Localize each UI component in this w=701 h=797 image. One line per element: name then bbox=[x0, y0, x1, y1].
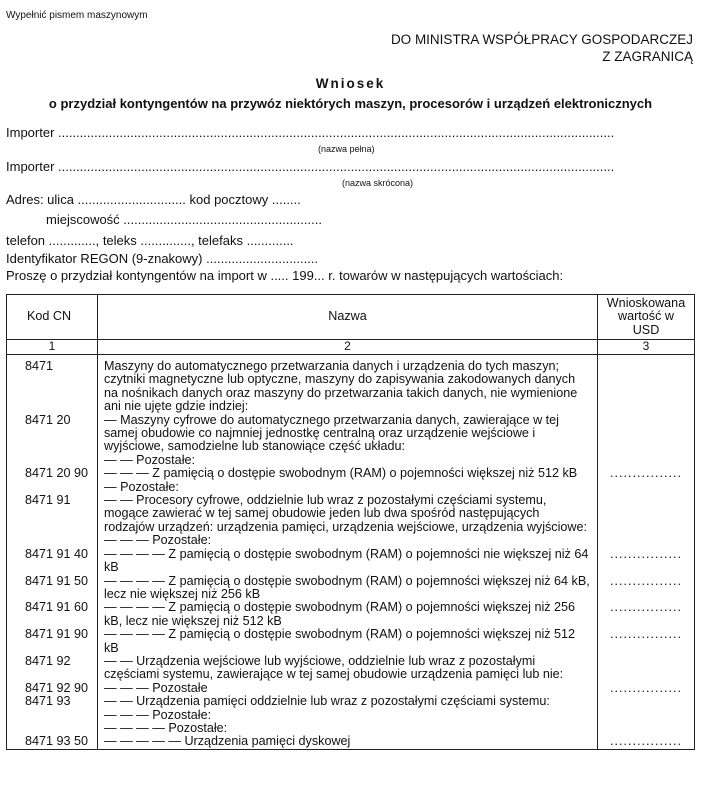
row-code: 8471 92 90 bbox=[7, 682, 98, 695]
row-name: — — — — Z pamięcią o dostępie swobodnym (RAM) o pojemności większej niż 512 kB bbox=[98, 628, 598, 655]
row-code: 8471 20 90 bbox=[7, 467, 98, 480]
importer-short-caption: (nazwa skrócona) bbox=[342, 178, 414, 188]
row-code: 8471 93 50 bbox=[7, 735, 98, 749]
row-value[interactable]: ................ bbox=[598, 467, 695, 480]
row-code bbox=[7, 534, 98, 547]
row-value bbox=[598, 454, 695, 467]
header-value: Wnioskowana wartość w USD bbox=[598, 295, 695, 340]
row-value bbox=[598, 655, 695, 682]
row-code: 8471 91 bbox=[7, 494, 98, 534]
row-value bbox=[598, 709, 695, 722]
row-value[interactable]: ................ bbox=[598, 548, 695, 575]
table-row bbox=[7, 494, 695, 534]
table-row bbox=[7, 481, 695, 494]
row-value[interactable]: ................ bbox=[598, 601, 695, 628]
header-name: Nazwa bbox=[98, 295, 598, 340]
row-name: — — — Z pamięcią o dostępie swobodnym (RAM) o pojemności większej niż 512 kB bbox=[98, 467, 598, 480]
table-row bbox=[7, 414, 695, 454]
address-field[interactable]: Adres: ulica .............................. kod pocztowy ........ bbox=[6, 192, 301, 207]
addressee-line-2: Z ZAGRANICĄ bbox=[602, 49, 693, 64]
row-value[interactable]: ................ bbox=[598, 628, 695, 655]
contact-field[interactable]: telefon ............., teleks .............., telefaks ............. bbox=[6, 233, 294, 248]
row-name: — — Pozostałe: bbox=[98, 454, 598, 467]
row-name: — — — Pozostałe: bbox=[98, 534, 598, 547]
row-name: — — — — Pozostałe: bbox=[98, 722, 598, 735]
row-name: — — — — Z pamięcią o dostępie swobodnym (RAM) o pojemności nie większej niż 64 kB bbox=[98, 548, 598, 575]
row-name: — — — — Z pamięcią o dostępie swobodnym (RAM) o pojemności większej niż 64 kB, lecz nie większej niż 256 kB bbox=[98, 575, 598, 602]
row-name: — — — Pozostałe: bbox=[98, 709, 598, 722]
row-name: — — Procesory cyfrowe, oddzielnie lub wraz z pozostałymi częściami systemu, mogące zawierać w tej samej obudowie jeden lub dwa spośród następujących rodzajów urządzeń: urządzenia pamięci, urządzenia wejściowe, urządzenia wyjściowe: bbox=[98, 494, 598, 534]
row-code: 8471 20 bbox=[7, 414, 98, 454]
city-field[interactable]: miejscowość ....................................................... bbox=[46, 212, 322, 227]
goods-table bbox=[6, 294, 695, 750]
row-name: Maszyny do automatycznego przetwarzania danych i urządzenia do tych maszyn; czytniki magnetyczne lub optyczne, maszyny do zapisywania zakodowanych danych na nośnikach danych oraz maszyny do przetwarzania takich danych, nie wymienione ani nie ujęte gdzie indziej: bbox=[98, 360, 598, 414]
row-code: 8471 92 bbox=[7, 655, 98, 682]
row-value bbox=[598, 695, 695, 708]
form-title: Wniosek bbox=[315, 76, 386, 91]
table-row bbox=[7, 467, 695, 480]
table-row bbox=[7, 695, 695, 708]
row-code bbox=[7, 722, 98, 735]
table-row bbox=[7, 682, 695, 695]
header-code: Kod CN bbox=[7, 295, 98, 340]
row-code bbox=[7, 454, 98, 467]
row-name: — — Urządzenia pamięci oddzielnie lub wraz z pozostałymi częściami systemu: bbox=[98, 695, 598, 708]
table-row bbox=[7, 735, 695, 749]
table-row bbox=[7, 548, 695, 575]
row-name: — — — Pozostałe bbox=[98, 682, 598, 695]
row-code: 8471 91 90 bbox=[7, 628, 98, 655]
row-name: — — Urządzenia wejściowe lub wyjściowe, oddzielnie lub wraz z pozostałymi częściami systemu, zawierające w tej samej obudowie urządzenia pamięci lub nie: bbox=[98, 655, 598, 682]
row-value bbox=[598, 722, 695, 735]
importer-full-field[interactable]: Importer .......................................................................................................................................................... bbox=[6, 125, 615, 140]
row-code: 8471 91 40 bbox=[7, 548, 98, 575]
addressee-line-1: DO MINISTRA WSPÓŁPRACY GOSPODARCZEJ bbox=[390, 32, 693, 47]
top-note: Wypełnić pismem maszynowym bbox=[6, 10, 148, 21]
table-row bbox=[7, 628, 695, 655]
column-number-1: 1 bbox=[7, 340, 98, 355]
table-row bbox=[7, 454, 695, 467]
row-value bbox=[598, 414, 695, 454]
column-number-2: 2 bbox=[98, 340, 598, 355]
importer-full-caption: (nazwa pełna) bbox=[318, 144, 375, 154]
table-row bbox=[7, 360, 695, 414]
table-row bbox=[7, 709, 695, 722]
row-code: 8471 93 bbox=[7, 695, 98, 708]
regon-field[interactable]: Identyfikator REGON (9-znakowy) ............................... bbox=[6, 251, 319, 266]
row-value bbox=[598, 494, 695, 534]
table-row bbox=[7, 534, 695, 547]
row-value bbox=[598, 481, 695, 494]
row-value bbox=[598, 360, 695, 414]
form-subtitle: o przydział kontyngentów na przywóz niektórych maszyn, procesorów i urządzeń elektronicznych bbox=[48, 96, 653, 111]
row-code: 8471 91 50 bbox=[7, 575, 98, 602]
row-value[interactable]: ................ bbox=[598, 575, 695, 602]
row-value bbox=[598, 534, 695, 547]
row-value[interactable]: ................ bbox=[598, 682, 695, 695]
row-code: 8471 bbox=[7, 360, 98, 414]
row-name: — — — — Z pamięcią o dostępie swobodnym (RAM) o pojemności większej niż 256 kB, lecz nie większej niż 512 kB bbox=[98, 601, 598, 628]
table-row bbox=[7, 722, 695, 735]
request-text: Proszę o przydział kontyngentów na import w ..... 199... r. towarów w następujących wartościach: bbox=[6, 268, 564, 283]
row-code bbox=[7, 709, 98, 722]
row-value[interactable]: ................ bbox=[598, 735, 695, 749]
table-row bbox=[7, 575, 695, 602]
row-name: — Maszyny cyfrowe do automatycznego przetwarzania danych, zawierające w tej samej obudowie co najmniej jednostkę centralną oraz urządzenie wejściowe i wyjściowe, samodzielne lub stanowiące część układu: bbox=[98, 414, 598, 454]
column-number-3: 3 bbox=[598, 340, 695, 355]
addressee bbox=[391, 31, 693, 65]
row-name: — — — — — Urządzenia pamięci dyskowej bbox=[98, 735, 598, 749]
row-name: — Pozostałe: bbox=[98, 481, 598, 494]
table-row bbox=[7, 601, 695, 628]
table-row bbox=[7, 655, 695, 682]
row-code bbox=[7, 481, 98, 494]
importer-short-field[interactable]: Importer .......................................................................................................................................................... bbox=[6, 159, 615, 174]
row-code: 8471 91 60 bbox=[7, 601, 98, 628]
